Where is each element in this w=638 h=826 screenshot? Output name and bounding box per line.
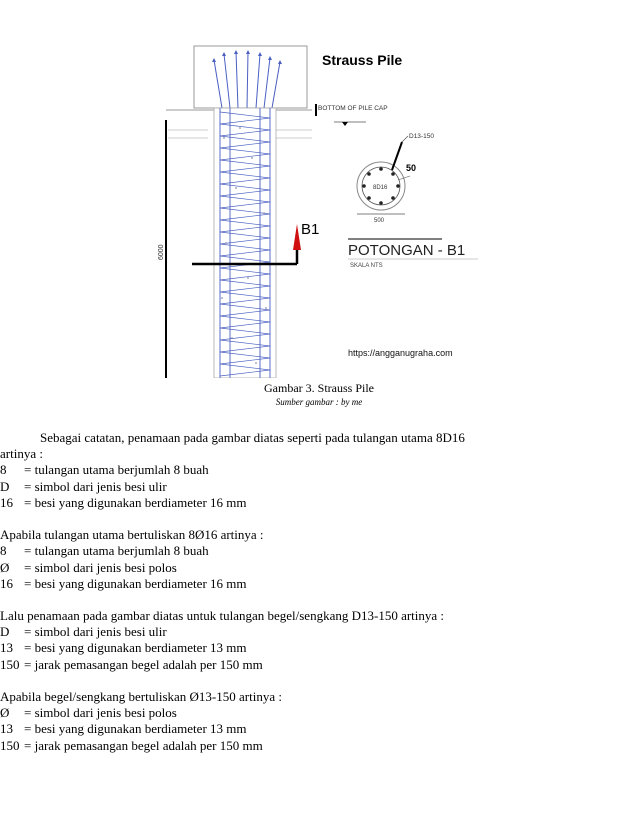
list-item [0,495,596,511]
cover-label: 50 [406,163,417,173]
list-symbol: 150 [0,656,20,672]
para-2: Apabila tulangan utama bertuliskan 8Ø16 artinya : [0,527,264,543]
list-desc: = simbol dari jenis besi ulir [24,478,167,494]
list-item [0,738,596,754]
body-text [0,430,596,754]
pile-cap-level-arrow [342,122,348,126]
para-3: Lalu penamaan pada gambar diatas untuk tulangan begel/sengkang D13-150 artinya : [0,608,445,624]
list-symbol: D [0,624,10,640]
website-label: https://angganugraha.com [348,348,453,358]
list-desc: = besi yang digunakan berdiameter 16 mm [24,494,247,510]
definition-block-3 [0,608,596,673]
list-item [0,576,596,592]
stirrup-leader-arm [402,136,408,142]
list-item [0,560,596,576]
intro-line-1: Sebagai catatan, penamaan pada gambar diatas seperti pada tulangan utama 8D16 [40,430,465,445]
figure-title: Strauss Pile [322,52,403,68]
list-desc: = besi yang digunakan berdiameter 13 mm [24,640,247,656]
list-item [0,721,596,737]
stirrup-leader [392,142,402,170]
section-arrow [293,224,301,250]
list-symbol: 13 [0,721,13,737]
list-desc: = besi yang digunakan berdiameter 16 mm [24,575,247,591]
list-item [0,657,596,673]
list-symbol: 16 [0,575,13,591]
list-desc: = simbol dari jenis besi ulir [24,624,167,640]
list-desc: = simbol dari jenis besi polos [24,705,177,721]
list-desc: = jarak pemasangan begel adalah per 150 mm [24,737,263,753]
list-item [0,479,596,495]
list-symbol: 13 [0,640,13,656]
figure-caption: Gambar 3. Strauss Pile [264,381,374,395]
list-symbol: 16 [0,494,13,510]
figure-source: Sumber gambar : by me [275,397,363,407]
section-marker: B1 [301,221,320,238]
main-bar-label: 8D16 [373,185,388,191]
list-desc: = jarak pemasangan begel adalah per 150 mm [24,656,263,672]
strauss-pile-drawing [152,38,478,378]
list-symbol: 150 [0,737,20,753]
list-symbol: 8 [0,462,7,478]
list-item [0,640,596,656]
list-desc: = besi yang digunakan berdiameter 13 mm [24,721,247,737]
list-item [0,624,596,640]
list-symbol: D [0,478,10,494]
list-item [0,543,596,559]
definition-list-1 [0,462,596,511]
list-item [0,705,596,721]
pile-cap [194,46,307,108]
scale-label: SKALA NTS [350,263,383,269]
list-desc: = tulangan utama berjumlah 8 buah [24,543,209,559]
pile-cap-label: BOTTOM OF PILE CAP [318,105,388,112]
stirrup-label: D13-150 [409,133,434,140]
section-title: POTONGAN - B1 [348,242,466,259]
definition-block-4 [0,689,596,754]
list-desc: = simbol dari jenis besi polos [24,559,177,575]
diameter-label: 500 [374,218,385,224]
depth-label: 6000 [158,244,165,260]
list-symbol: Ø [0,559,10,575]
list-desc: = tulangan utama berjumlah 8 buah [24,462,209,478]
list-symbol: 8 [0,543,7,559]
definition-block-2 [0,527,596,592]
list-symbol: Ø [0,705,10,721]
para-4: Apabila begel/sengkang bertuliskan Ø13-150 artinya : [0,689,282,704]
intro-line-2: artinya : [0,446,43,462]
list-item [0,462,596,478]
